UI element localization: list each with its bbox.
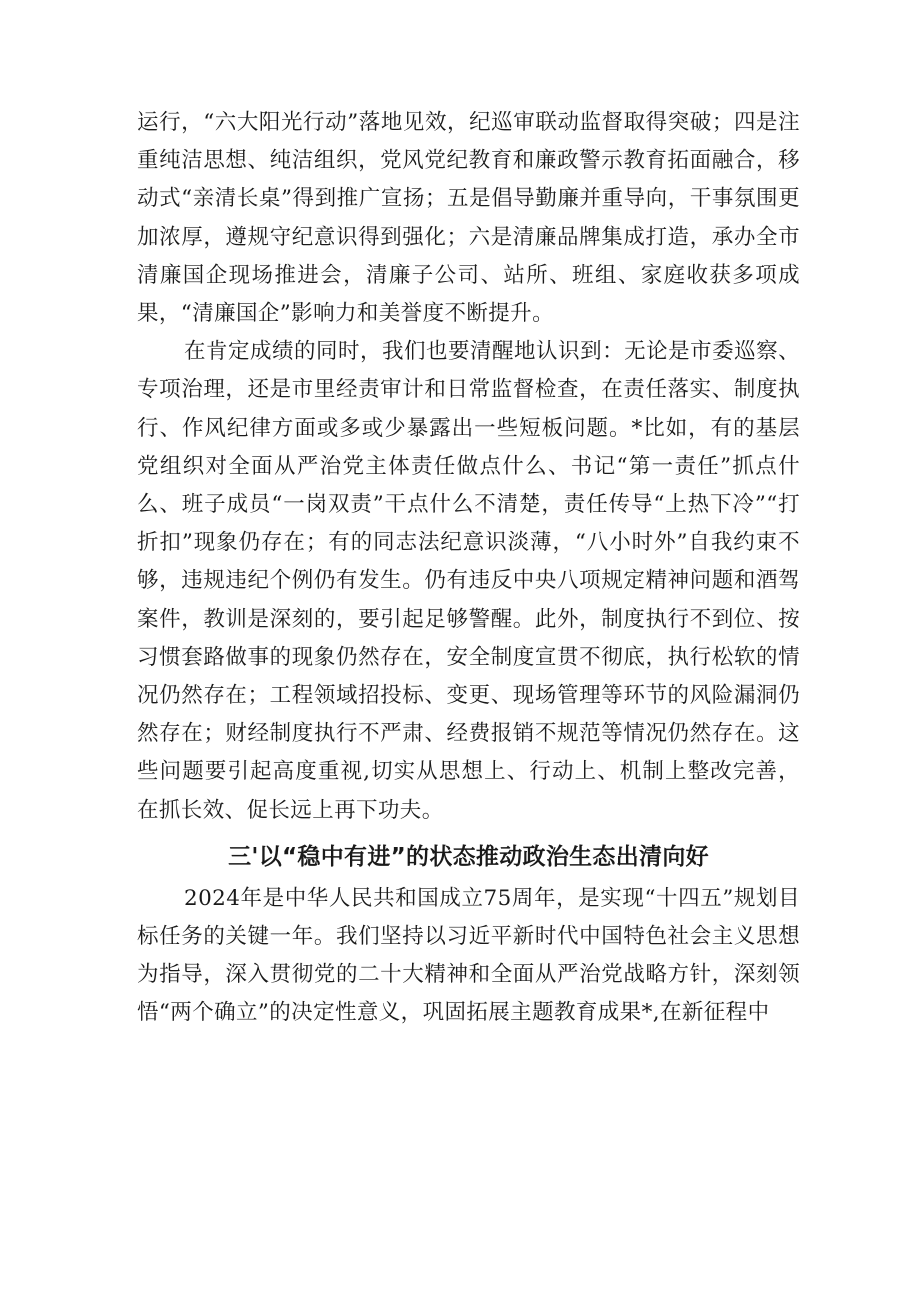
paragraph-1: 运行，“六大阳光行动”落地见效，纪巡审联动监督取得突破；四是注重纯洁思想、纯洁组织，党风党纪教育和廉政警示教育拓面融合，移动式“亲清长桌”得到推广宣扬；五是倡导勤廉并重导向，干事氛围更加浓厚，遵规守纪意识得到强化；六是清廉品牌集成打造，承办全市清廉国企现场推进会，清廉子公司、站所、班组、家庭收获多项成果，“清廉国企”影响力和美誉度不断提升。 <box>137 110 800 327</box>
paragraph-2: 在肯定成绩的同时，我们也要清醒地认识到：无论是市委巡察、专项治理，还是市里经责审计和日常监督检查，在责任落实、制度执行、作风纪律方面或多或少暴露出一些短板问题。*比如，有的基层党组织对全面从严治党主体责任做点什么、书记“第一责任”抓点什么、班子成员“一岗双责”干点什么不清楚，责任传导“上热下冷”“打折扣”现象仍存在；有的同志法纪意识淡薄，“八小时外”自我约束不够，违规违纪个例仍有发生。仍有违反中央八项规定精神问题和酒驾案件，教训是深刻的，要引起足够警醒。此外，制度执行不到位、按习惯套路做事的现象仍然存在，安全制度宣贯不彻底，执行松软的情况仍然存在；工程领域招投标、变更、现场管理等环节的风险漏洞仍然存在；财经制度执行不严肃、经费报销不规范等情况仍然存在。这些问题要引起高度重视,切实从思想上、行动上、机制上整改完善，在抓长效、促长远上再下功夫。 <box>137 339 800 823</box>
paragraph-3: 2024年是中华人民共和国成立75周年，是实现“十四五”规划目标任务的关键一年。我们坚持以习近平新时代中国特色社会主义思想为指导，深入贯彻党的二十大精神和全面从严治党战略方针，深刻领悟“两个确立”的决定性意义，巩固拓展主题教育成果*,在新征程中 <box>137 885 800 1026</box>
section-heading: 三'以“稳中有进”的状态推动政治生态出清向好 <box>228 843 709 870</box>
